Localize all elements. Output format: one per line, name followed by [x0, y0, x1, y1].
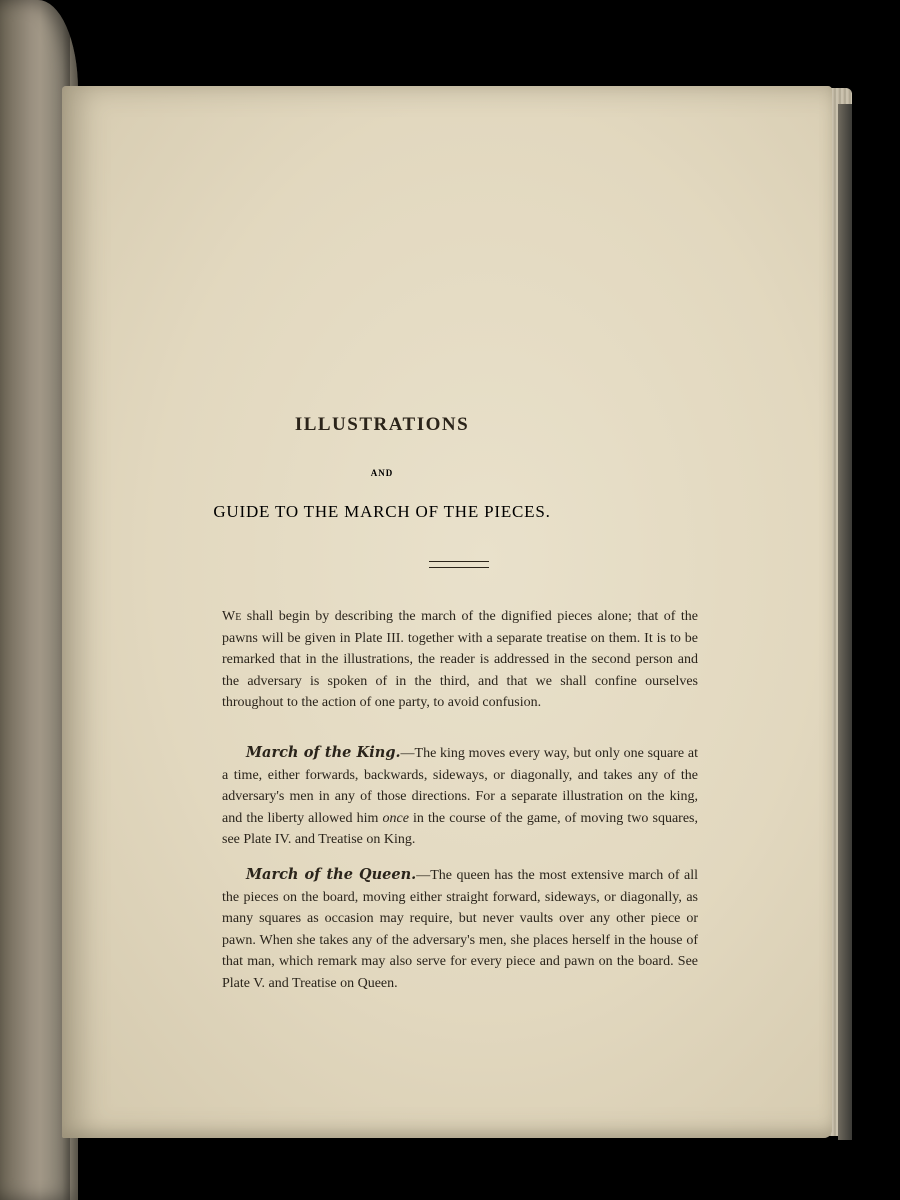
decorative-rule [429, 561, 489, 568]
book-page [62, 86, 832, 1138]
page-title: ILLUSTRATIONS [294, 414, 470, 435]
intro-dropcap: We [222, 609, 242, 624]
king-emphasis: once [382, 810, 409, 826]
queen-paragraph [222, 864, 698, 994]
king-text-before: —The king moves every way, but only one square at a time, either forwards, backwards, sideways, or diagonally, and takes any of the adversary's men in any of those directions. For a separate illustration on the king, and the liberty allowed him [222, 746, 698, 826]
intro-text: shall begin by describing the march of the dignified pieces alone; that of the pawns will be given in Plate III. together with a separate treatise on them. It is to be remarked that in the illustrations, the reader is addressed in the second person and the adversary is spoken of in the third, and that we shall confine ourselves throughout to the action of one party, to avoid confusion. [222, 609, 698, 710]
page-subtitle: GUIDE TO THE MARCH OF THE PIECES. [213, 502, 551, 521]
king-heading: March of the King. [246, 744, 401, 761]
title-conjunction: AND [370, 468, 394, 478]
king-text-after: in the course of the game, of moving two squares, see Plate IV. and Treatise on King. [222, 810, 698, 847]
queen-heading: March of the Queen. [246, 866, 417, 883]
intro-paragraph [222, 606, 698, 714]
book-cover-edge [838, 104, 852, 1140]
king-paragraph [222, 742, 698, 851]
queen-text: —The queen has the most extensive march of all the pieces on the board, moving either straight forward, sideways, or diagonally, as many squares as occasion may require, but never vaults over any other piece or pawn. When she takes any of the adversary's men, she places herself in the house of that man, which remark may also serve for every piece and pawn on the board. See Plate V. and Treatise on Queen. [222, 868, 698, 991]
